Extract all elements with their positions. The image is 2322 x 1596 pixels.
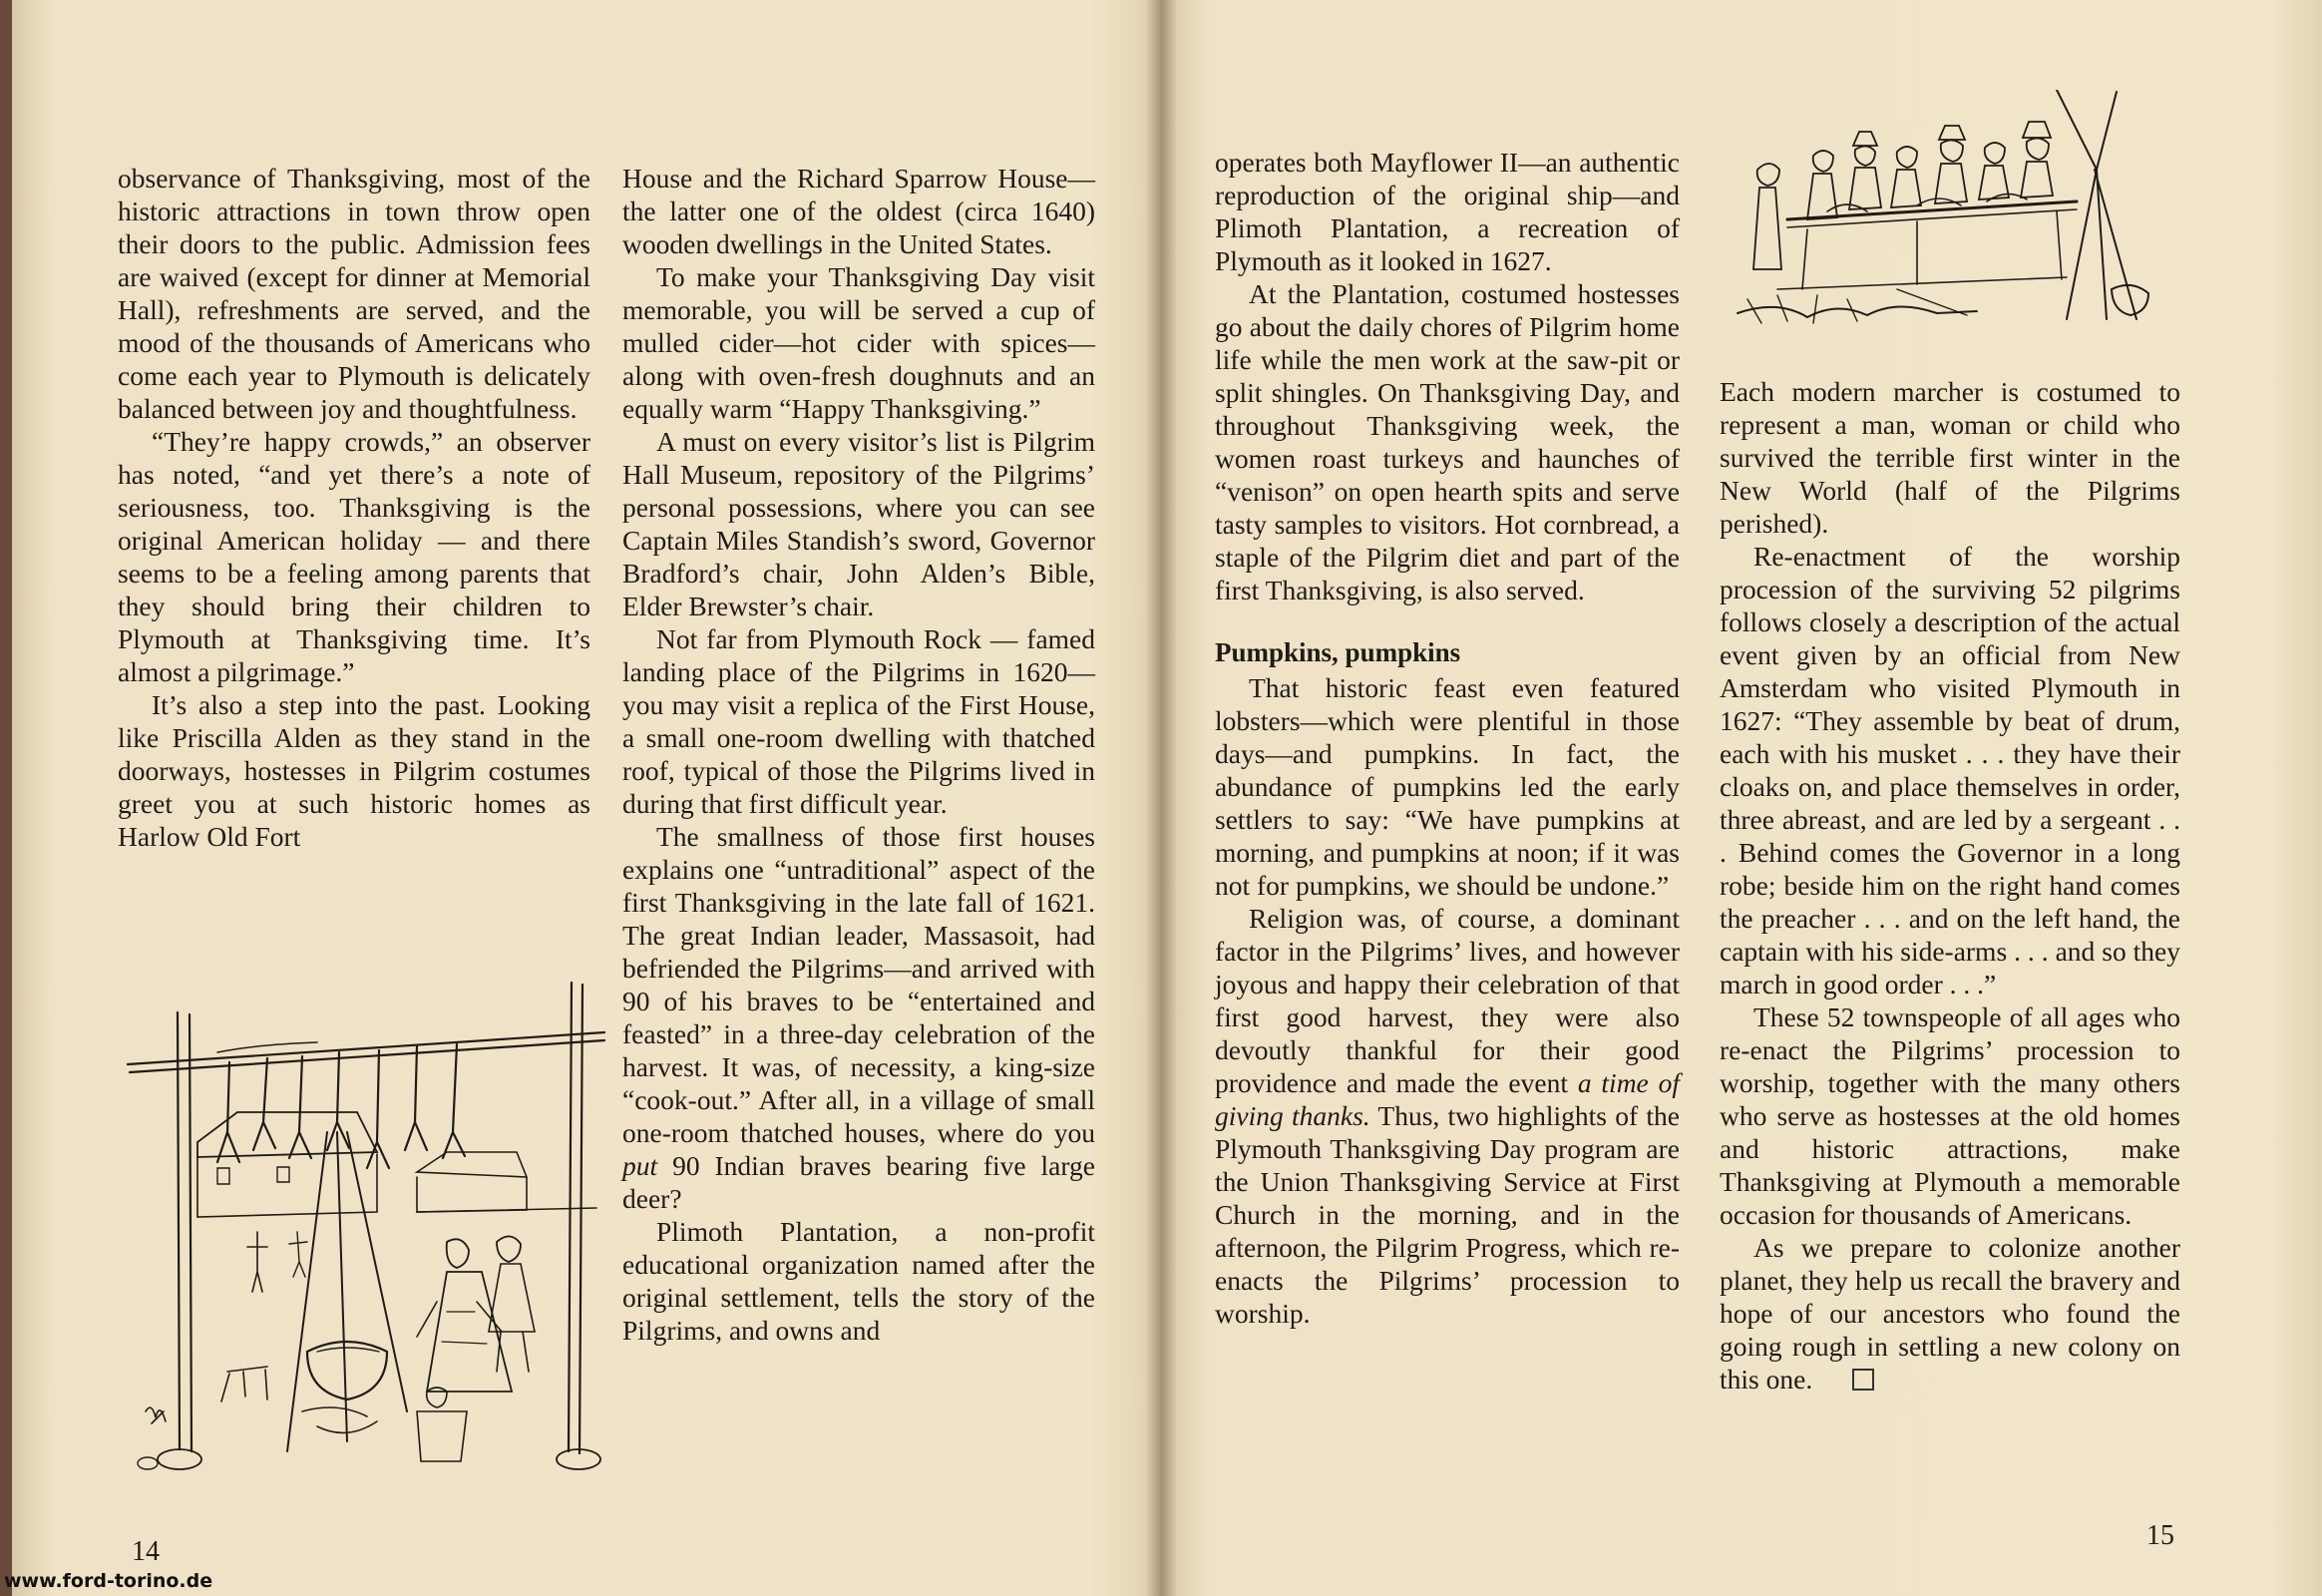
paragraph [1215, 902, 1680, 1330]
feast-table-sketch-illustration [1718, 90, 2186, 339]
paragraph [1720, 1231, 2180, 1396]
italic-text: put [622, 1150, 658, 1181]
left-column-2 [622, 162, 1095, 1347]
drying-rack-sketch-illustration [118, 973, 606, 1491]
text-run: As we prepare to colonize another planet, they help us recall the bravery and hope of our ancestors who found the going rough in settling a new colony on this one. [1720, 1232, 2180, 1395]
text-run: Thus, two highlights of the Plymouth Thanksgiving Day program are the Union Thanksgiving Service at First Church in the morning, and in the afternoon, the Pilgrim Progress, which re-enacts the Pilgrims’ procession to worship. [1215, 1100, 1680, 1329]
paragraph: House and the Richard Sparrow House—the latter one of the oldest (circa 1640) wooden dwellings in the United States. [622, 163, 1095, 259]
paragraph: That historic feast even featured lobsters—which were plentiful in those days—and pumpkins. In fact, the abundance of pumpkins led the early settlers to say: “We have pumpkins at morning, and pumpkins at noon; if it was not for pumpkins, we should be undone.” [1215, 672, 1680, 901]
book-gutter [1145, 0, 1177, 1596]
right-column-1 [1215, 146, 1680, 1330]
paragraph: To make your Thanksgiving Day visit memorable, you will be served a cup of mulled cider—hot cider with spices—along with oven-fresh doughnuts and an equally warm “Happy Thanksgiving.” [622, 261, 1095, 424]
page-number-left: 14 [132, 1536, 160, 1567]
page-number-right: 15 [2146, 1520, 2174, 1551]
paragraph: These 52 townspeople of all ages who re-enact the Pilgrims’ procession to worship, together with the many others who serve as hostesses at the old homes and historic attractions, make Thanksgiving at Plymouth a memorable occasion for thousands of Americans. [1720, 1001, 2180, 1230]
italic-text: a time of giving thanks. [1215, 1067, 1680, 1131]
text-run: 90 Indian braves bearing five large deer? [622, 1150, 1095, 1214]
right-column-2 [1720, 375, 2180, 1396]
paragraph [622, 820, 1095, 1215]
paragraph: Not far from Plymouth Rock — famed landing place of the Pilgrims in 1620—you may visit a replica of the First House, a small one-room dwelling with thatched roof, typical of those the Pilgrims lived in during that first difficult year. [622, 623, 1095, 819]
section-heading: Pumpkins, pumpkins [1215, 637, 1461, 667]
end-mark-icon [1852, 1369, 1874, 1391]
paragraph: It’s also a step into the past. Looking like Priscilla Alden as they stand in the doorways, hostesses in Pilgrim costumes greet you at such historic homes as Harlow Old Fort [118, 689, 590, 852]
paragraph: At the Plantation, costumed hostesses go about the daily chores of Pilgrim home life while the men work at the saw-pit or split shingles. On Thanksgiving Day, and throughout Thanksgiving week, the women roast turkeys and haunches of “venison” on open hearth spits and serve tasty samples to visitors. Hot cornbread, a staple of the Pilgrim diet and part of the first Thanksgiving, is also served. [1215, 278, 1680, 605]
watermark-link[interactable]: www.ford-torino.de [4, 1570, 213, 1592]
text-run: Religion was, of course, a dominant factor in the Pilgrims’ lives, and however joyous and happy their celebration of that first good harvest, they were also devoutly thankful for their good providence and made the event [1215, 903, 1680, 1098]
paragraph: “They’re happy crowds,” an observer has noted, “and yet there’s a note of seriousness, too. Thanksgiving is the original American holiday — and there seems to be a feeling among parents that they should bring their children to Plymouth at Thanksgiving time. It’s almost a pilgrimage.” [118, 426, 590, 687]
text-run: The smallness of those first houses explains one “untraditional” aspect of the first Thanksgiving in the late fall of 1621. The great Indian leader, Massasoit, had befriended the Pilgrims—and arrived with 90 of his braves to be “entertained and feasted” in a three-day celebration of the harvest. It was, of necessity, a king-size “cook-out.” After all, in a village of small one-room thatched houses, where do you [622, 821, 1095, 1148]
paragraph: Re-enactment of the worship procession of the surviving 52 pilgrims follows closely a description of the actual event given by an official from New Amsterdam who visited Plymouth in 1627: “They assemble by beat of drum, each with his musket . . . they have their cloaks on, and place themselves in order, three abreast, and are led by a sergeant . . . Behind comes the Governor in a long robe; beside him on the right hand comes the preacher . . . and on the left hand, the captain with his side-arms . . . and so they march in good order . . .” [1720, 541, 2180, 999]
paragraph: A must on every visitor’s list is Pilgrim Hall Museum, repository of the Pilgrims’ personal possessions, where you can see Captain Miles Standish’s sword, Governor Bradford’s chair, John Alden’s Bible, Elder Brewster’s chair. [622, 426, 1095, 621]
paragraph: observance of Thanksgiving, most of the historic attractions in town throw open their doors to the public. Admission fees are waived (except for dinner at Memorial Hall), refreshments are served, and the mood of the thousands of Americans who come each year to Plymouth is delicately balanced between joy and thoughtfulness. [118, 163, 590, 424]
paragraph: operates both Mayflower II—an authentic reproduction of the original ship—and Plimoth Plantation, a recreation of Plymouth as it looked in 1627. [1215, 147, 1680, 276]
book-edge [0, 0, 12, 1596]
paragraph: Each modern marcher is costumed to represent a man, woman or child who survived the terrible first winter in the New World (half of the Pilgrims perished). [1720, 376, 2180, 539]
paragraph: Plimoth Plantation, a non-profit educational organization named after the original settlement, tells the story of the Pilgrims, and owns and [622, 1216, 1095, 1346]
left-column-1 [118, 162, 590, 853]
